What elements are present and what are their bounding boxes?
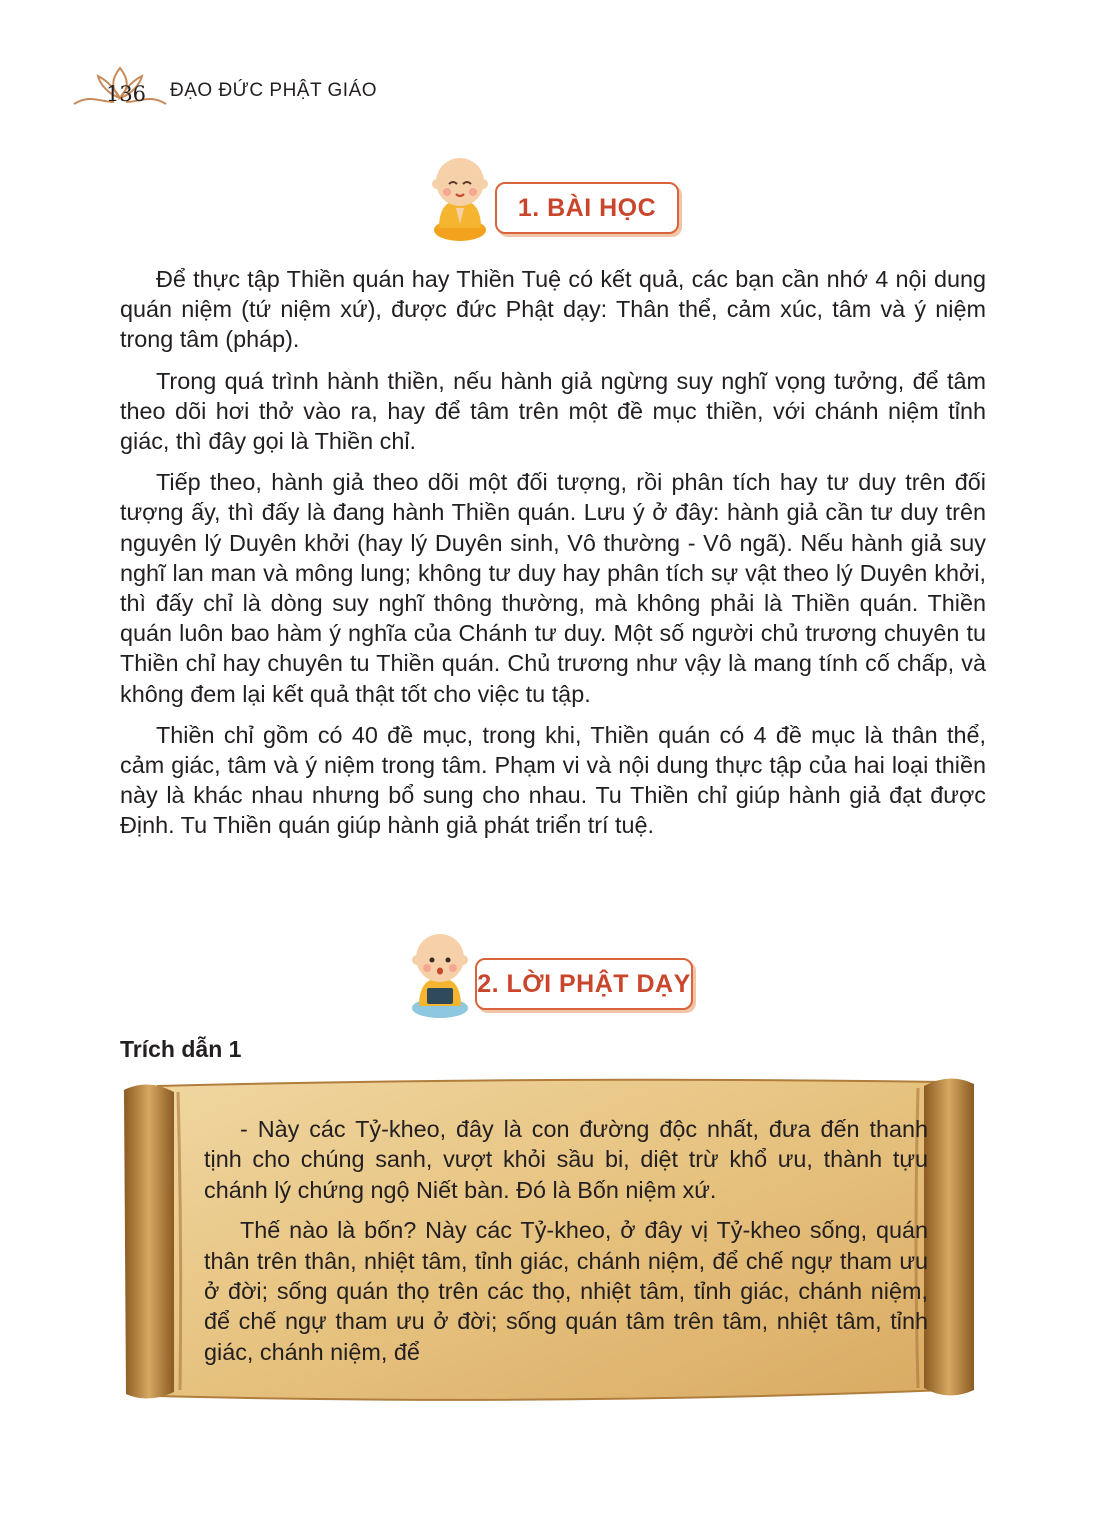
monk-reading-icon: [405, 928, 475, 1020]
section-1-body: [120, 264, 986, 852]
monk-praying-icon: [425, 152, 495, 244]
quote-paragraph: Thế nào là bốn? Này các Tỷ-kheo, ở đây vị Tỷ-kheo sống, quán thân trên thân, nhiệt tâm, tỉnh giác, chánh niệm, để chế ngự tham ưu ở đời; sống quán thọ trên các thọ, nhiệt tâm, tỉnh giác, chánh niệm, để chế ngự tham ưu ở đời; sống quán tâm trên tâm, nhiệt tâm, tỉnh giác, chánh niệm, để: [204, 1217, 928, 1365]
paragraph: Tiếp theo, hành giả theo dõi một đối tượng, rồi phân tích hay tư duy trên đối tượng ấy, thì đấy là đang hành Thiền quán. Lưu ý ở đây: hành giả cần tư duy trên nguyên lý Duyên khởi (hay lý Duyên sinh, Vô thường - Vô ngã). Nếu hành giả suy nghĩ lan man và mông lung; không tư duy hay phân tích sự vật theo lý Duyên khởi, thì đấy chỉ là dòng suy nghĩ thông thường, mà không phải là Thiền quán. Thiền quán luôn bao hàm ý nghĩa của Chánh tư duy. Một số người chủ trương chuyên tu Thiền chỉ hay chuyên tu Thiền quán. Chủ trương như vậy là mang tính cố chấp, và không đem lại kết quả thật tốt cho việc tu tập.: [120, 469, 986, 707]
section-1-banner: [425, 152, 695, 244]
quote-scroll: [118, 1072, 980, 1414]
section-1-box: [495, 182, 679, 234]
quote-heading: Trích dẫn 1: [120, 1036, 242, 1062]
page-number: 136: [105, 82, 147, 106]
section-2-box: [475, 958, 693, 1010]
section-2-banner: [405, 928, 705, 1020]
paragraph: Thiền chỉ gồm có 40 đề mục, trong khi, Thiền quán có 4 đề mục là thân thể, cảm giác, tâm và ý niệm trong tâm. Phạm vi và nội dung thực tập của hai loại thiền này là khác nhau nhưng bổ sung cho nhau. Tu Thiền chỉ giúp hành giả đạt được Định. Tu Thiền quán giúp hành giả phát triển trí tuệ.: [120, 721, 986, 839]
section-2-title: 2. LỜI PHẬT DẠY: [477, 969, 691, 998]
paragraph: Để thực tập Thiền quán hay Thiền Tuệ có kết quả, các bạn cần nhớ 4 nội dung quán niệm (tứ niệm xứ), được đức Phật dạy: Thân thể, cảm xúc, tâm và ý niệm trong tâm (pháp).: [120, 266, 986, 353]
quote-paragraph: - Này các Tỷ-kheo, đây là con đường độc nhất, đưa đến thanh tịnh cho chúng sanh, vượt khỏi sầu bi, diệt trừ khổ ưu, thành tựu chánh lý chứng ngộ Niết bàn. Đó là Bốn niệm xứ.: [204, 1116, 928, 1203]
book-title: ĐẠO ĐỨC PHẬT GIÁO: [170, 80, 378, 101]
paragraph: Trong quá trình hành thiền, nếu hành giả ngừng suy nghĩ vọng tưởng, để tâm theo dõi hơi thở vào ra, hay để tâm trên một đề mục thiền, với chánh niệm tỉnh giác, thì đây gọi là Thiền chỉ.: [120, 367, 986, 455]
section-1-title: 1. BÀI HỌC: [517, 193, 657, 222]
quote-text: [204, 1114, 928, 1377]
page-header: [70, 64, 470, 114]
